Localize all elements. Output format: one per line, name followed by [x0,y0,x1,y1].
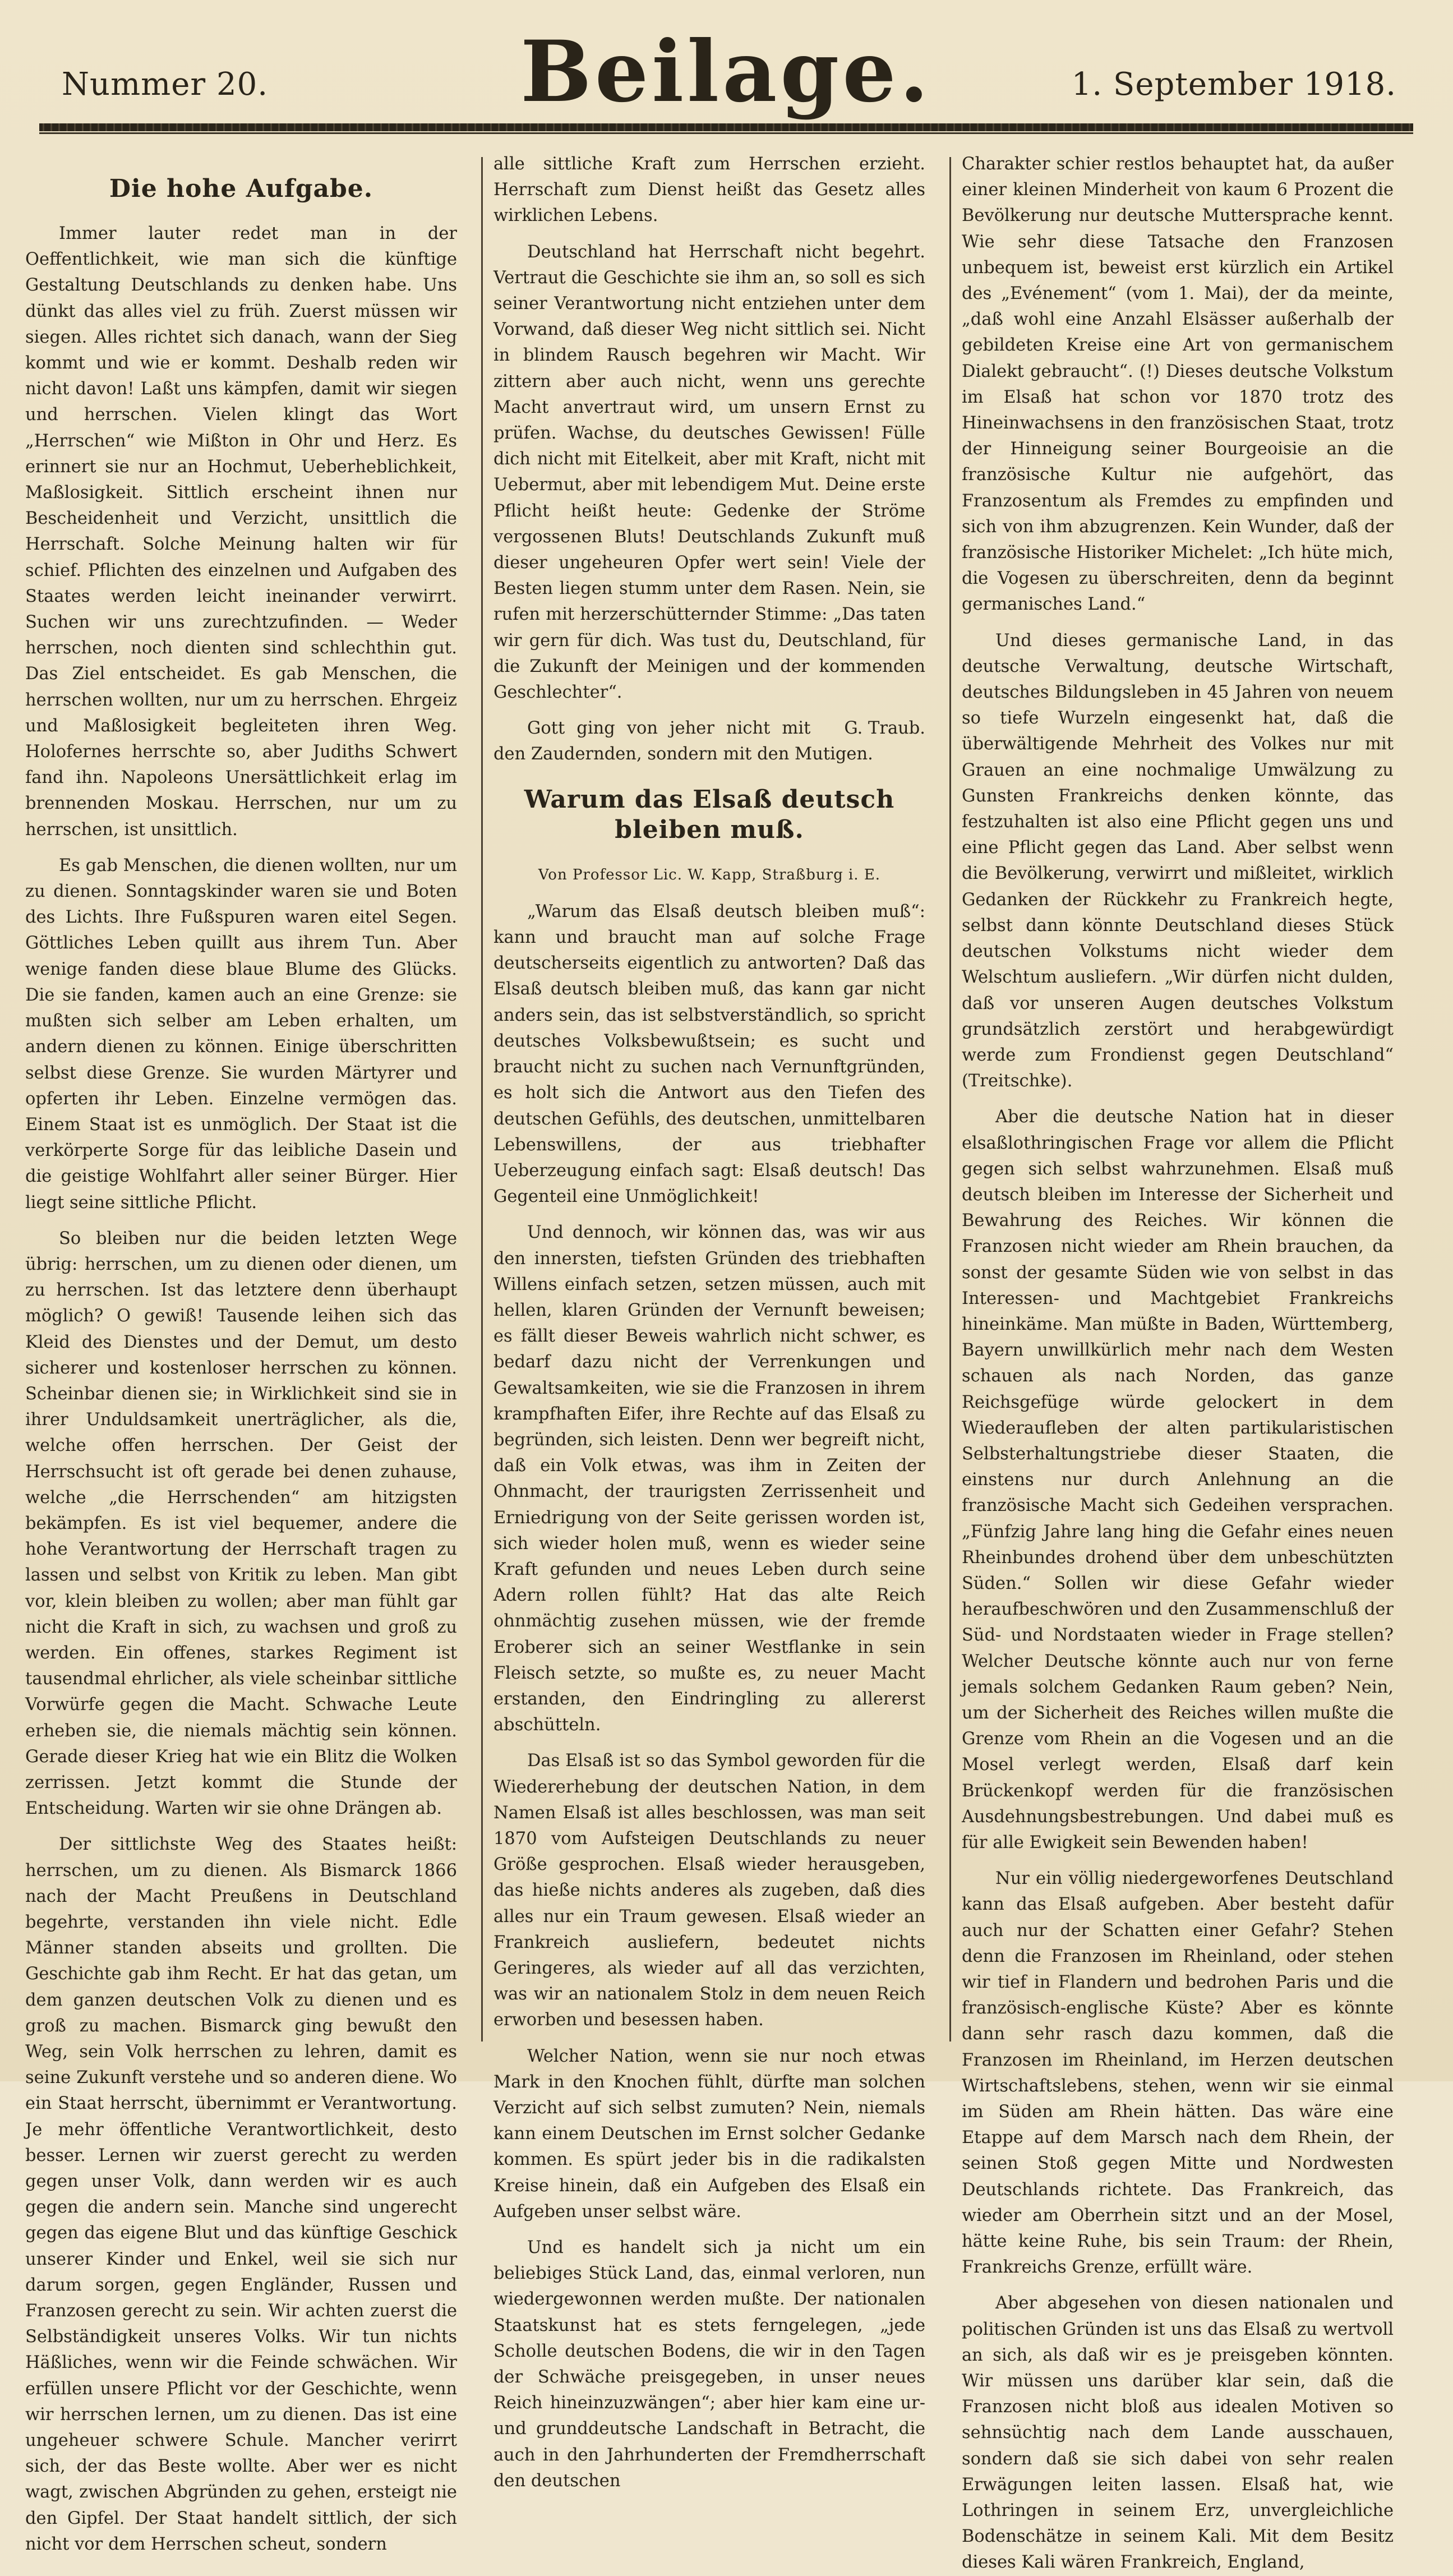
column-2 [493,151,925,2491]
paragraph: „Warum das Elsaß deutsch bleiben muß“: kann und braucht man auf solche Frage deutscherseits eigentlich zu antworten? Daß das Elsaß deutsch bleiben muß, das kann gar nicht anders sein, das ist selbstverständlich, so spricht deutsches Volksbewußtsein; es sucht und braucht nicht zu suchen nach Vernunftgründen, es holt sich die Antwort aus den Tiefen des deutschen Gefühls, des deutschen, unmittelbaren Lebenswillens, der aus triebhafter Ueberzeugung einfach sagt: Elsaß deutsch! Das Gegenteil eine Unmöglichkeit! [493,901,925,1207]
paragraph: Aber die deutsche Nation hat in dieser elsaßlothringischen Frage vor allem die Pflicht gegen sich selbst wahrzunehmen. Elsaß muß deutsch bleiben im Interesse der Sicherheit und Bewahrung des Reiches. Wir können die Franzosen nicht wieder am Rhein brauchen, da sonst der gesamte Süden wie von selbst in das Interessen- und Machtgebiet Frankreichs hineinkäme. Man müßte in Baden, Württemberg, Bayern unwillkürlich mehr nach dem Westen schauen als nach Norden, das ganze Reichsgefüge würde gelockert in dem Wiederaufleben der alten partikularistischen Selbsterhaltungstriebe dieser Staaten, die einstens nur durch Anlehnung an die französische Macht sich Gedeihen versprachen. „Fünfzig Jahre lang hing die Gefahr eines neuen Rheinbundes drohend über dem unbeschützten Süden.“ Sollen wir diese Gefahr wieder heraufbeschwören und den Zusammenschluß der Süd- und Nordstaaten wieder in Frage stellen? Welcher Deutsche könnte auch nur von ferne jemals solchem Gedanken Raum geben? Nein, um der Sicherheit des Reiches willen mußte die Grenze vom Rhein an die Vogesen und an die Mosel verlegt werden, Elsaß darf kein Brückenkopf werden für die französischen Ausdehnungsbestrebungen. Und dabei muß es für alle Ewigkeit sein Bewenden haben! [962,1107,1394,1852]
paragraph: Charakter schier restlos behauptet hat, da außer einer kleinen Minderheit von kaum 6 Prozent die Bevölkerung nur deutsche Muttersprache kennt. Wie sehr diese Tatsache den Franzosen unbequem ist, beweist erst kürzlich ein Artikel des „Evénement“ (vom 1. Mai), der da meinte, „daß wohl eine Anzahl Elsässer außerhalb der gebildeten Kreise eine Art von germanischem Dialekt gebraucht“. (!) Dieses deutsche Volkstum im Elsaß hat schon vor 1870 trotz des Hineinwachsens in den französischen Staat, trotz der Hinneigung seiner Bourgeoisie an die französische Kultur nie aufgehört, das Franzosentum als Fremdes zu empfinden und sich von ihm abzugrenzen. Kein Wunder, daß der französische Historiker Michelet: „Ich hüte mich, die Vogesen zu überschreiten, denn da beginnt germanisches Land.“ [962,154,1394,615]
paragraph: Der sittlichste Weg des Staates heißt: herrschen, um zu dienen. Als Bismarck 1866 nach der Macht Preußens in Deutschland begehrte, verstanden ihn viele nicht. Edle Männer standen abseits und grollten. Die Geschichte gab ihm Recht. Er hat das getan, um dem ganzen deutschen Volk zu dienen und es groß zu machen. Bismarck ging bewußt den Weg, sein Volk herrschen zu lehren, damit es seine Zukunft verstehe und so anderen diene. Wo ein Staat herrscht, übernimmt er Verantwortung. Je mehr öffentliche Verantwortlichkeit, desto besser. Lernen wir zuerst gerecht zu werden gegen unser Volk, dann werden wir es auch gegen die andern sein. Manche sind ungerecht gegen das eigene Blut und das künftige Geschick unserer Kinder und Enkel, weil sie sich nur darum sorgen, gegen Engländer, Russen und Franzosen gerecht zu sein. Wir achten zuerst die Selbständigkeit unseres Volks. Wir tun nichts Häßliches, wenn wir die Feinde schwächen. Wir erfüllen unsere Pflicht vor der Geschichte, wenn wir herrschen lernen, um zu dienen. Das ist eine ungeheuer schwere Schule. Mancher verirrt sich, der das Beste wollte. Aber wer es nicht wagt, zwischen Abgründen zu gehen, ersteigt nie den Gipfel. Der Staat handelt sittlich, der sich nicht vor dem Herrschen scheut, sondern [25,1835,457,2554]
article-title: Die hohe Aufgabe. [109,174,373,203]
column-1 [25,151,457,2554]
column-3 [962,151,1394,2573]
column-divider [949,157,951,2042]
paragraph: Und dieses germanische Land, in das deutsche Verwaltung, deutsche Wirtschaft, deutsches Bildungsleben in 45 Jahren von neuem so tiefe Wurzeln eingesenkt hat, daß die überwältigende Mehrheit des Volkes nur mit Grauen an eine nochmalige Umwälzung zu Gunsten Frankreichs denken könnte, das festzuhalten ist also eine Pflicht gegen uns und eine Pflicht gegen das Land. Aber selbst wenn die Bevölkerung, verwirrt und mißleitet, wirklich Gedanken der Rückkehr zu Frankreich hegte, selbst dann könnte Deutschland dieses Stück deutschen Volkstums nicht wieder dem Welschtum ausliefern. „Wir dürfen nicht dulden, daß vor unseren Augen deutsches Volkstum grundsätzlich zerstört und herabgewürdigt werde zum Frondienst gegen Deutschland“ (Treitschke). [962,630,1394,1091]
page-title: Beilage. [520,22,932,121]
paragraph: Aber abgesehen von diesen nationalen und politischen Gründen ist uns das Elsaß zu wertvoll an sich, als daß wir es je preisgeben könnten. Wir müssen uns darüber klar sein, daß die Franzosen nicht bloß aus idealen Motiven so sehnsüchtig nach dem Lande ausschauen, sondern daß sie sich dabei von sehr realen Erwägungen leiten lassen. Elsaß hat, wie Lothringen in seinem Erz, unvergleichliche Bodenschätze in seinem Kali. Mit dem Besitz dieses Kali wären Frankreich, England, [962,2293,1394,2573]
header-rule-thin [39,132,1413,134]
paragraph: Es gab Menschen, die dienen wollten, nur um zu dienen. Sonntagskinder waren sie und Boten des Lichts. Ihre Fußspuren waren eitel Segen. Göttliches Leben quillt aus ihrem Tun. Aber wenige fanden diese blaue Blume des Glücks. Die sie fanden, kamen auch an eine Grenze: sie mußten sich selber am Leben erhalten, um andern dienen zu können. Einige überschritten selbst diese Grenze. Sie wurden Märtyrer und opferten ihr Leben. Einzelne vermögen das. Einem Staat ist es unmöglich. Der Staat ist die verkörperte Sorge für das leibliche Dasein und die geistige Wohlfahrt aller seiner Bürger. Hier liegt seine sittliche Pflicht. [25,855,457,1213]
paragraph: So bleiben nur die beiden letzten Wege übrig: herrschen, um zu dienen oder dienen, um zu herrschen. Ist das letztere denn überhaupt möglich? O gewiß! Tausende leihen sich das Kleid des Dienstes und der Demut, um desto sicherer und kostenloser herrschen zu können. Scheinbar dienen sie; in Wirklichkeit sind sie in ihrer Unduldsamkeit unerträglicher, als die, welche offen herrschen. Der Geist der Herrschsucht ist oft gerade bei denen zuhause, welche „die Herrschenden“ am hitzigsten bekämpfen. Es ist viel bequemer, andere die hohe Verantwortung der Herrschaft tragen zu lassen und selbst von Kritik zu leben. Man gibt vor, klein bleiben zu wollen; aber man fühlt gar nicht die Kraft in sich, zu wachsen und groß zu werden. Ein offenes, starkes Regiment ist tausendmal ehrlicher, als viele scheinbar sittliche Vorwürfe gegen die Macht. Schwache Leute erheben sie, die niemals mächtig sein können. Gerade dieser Krieg hat wie ein Blitz die Wolken zerrissen. Jetzt kommt die Stunde der Entscheidung. Warten wir sie ohne Drängen ab. [25,1228,457,1819]
issue-number: Nummer 20. [62,66,269,103]
article-byline: Von Professor Lic. W. Kapp, Straßburg i. E. [538,866,881,883]
paragraph: Welcher Nation, wenn sie nur noch etwas Mark in den Knochen fühlt, dürfte man solchen Verzicht auf sich selbst zumuten? Nein, niemals kann einem Deutschen im Ernst solcher Gedanke kommen. Es spürt jeder bis in die radikalsten Kreise hinein, daß ein Aufgeben des Elsaß ein Aufgeben unser selbst wäre. [493,2046,925,2222]
column-divider [481,157,483,2042]
paragraph: Immer lauter redet man in der Oeffentlichkeit, wie man sich die künftige Gestaltung Deutschlands zu denken habe. Uns dünkt das alles viel zu früh. Zuerst müssen wir siegen. Alles richtet sich danach, wann der Sieg kommt und wie er kommt. Deshalb reden wir nicht davon! Laßt uns kämpfen, damit wir siegen und herrschen. Vielen klingt das Wort „Herrschen“ wie Mißton in Ohr und Herz. Es erinnert sie nur an Hochmut, Ueberheblichkeit, Maßlosigkeit. Sittlich erscheint ihnen nur Bescheidenheit und Verzicht, unsittlich die Herrschaft. Solche Meinung halten wir für schief. Pflichten des einzelnen und Aufgaben des Staates werden leicht ineinander verwirrt. Suchen wir uns zurechtzufinden. — Weder herrschen, noch dienten sind schlechthin gut. Das Ziel entscheidet. Es gab Menschen, die herrschen wollten, nur um zu herrschen. Ehrgeiz und Maßlosigkeit begleiteten ihren Weg. Holofernes herrschte so, aber Judiths Schwert fand ihn. Napoleons Unersättlichkeit erlag im brennenden Moskau. Herrschen, nur um zu herrschen, ist unsittlich. [25,224,457,840]
paragraph: Das Elsaß ist so das Symbol geworden für die Wiedererhebung der deutschen Nation, in dem Namen Elsaß ist alles beschlossen, was man seit 1870 vom Aufsteigen Deutschlands zu neuer Größe gesprochen. Elsaß wieder herausgeben, das hieße nichts anderes als zugeben, daß dies alles nur ein Traum gewesen. Elsaß wieder an Frankreich ausliefern, bedeutet nichts Geringeres, als wieder auf all das verzichten, was wir an nationalem Stolz in dem neuen Reich erworben und besessen haben. [493,1751,925,2030]
paragraph: Nur ein völlig niedergeworfenes Deutschland kann das Elsaß aufgeben. Aber besteht dafür auch nur der Schatten einer Gefahr? Stehen denn die Franzosen im Rheinland, oder stehen wir tief in Flandern und bedrohen Paris und die französisch-englische Küste? Aber es könnte dann sehr rasch dazu kommen, daß die Franzosen im Rheinland, im Herzen deutschen Wirtschaftslebens, stehen, wenn wir sie einmal im Süden am Rhein hätten. Das wäre eine Etappe auf dem Marsch nach dem Rhein, der seinen Stoß gegen Mitte und Nordwesten Deutschlands richtete. Das Frankreich, das wieder am Oberrhein sitzt und an der Mosel, hätte keine Ruhe, bis sein Traum: der Rhein, Frankreichs Grenze, erfüllt wäre. [962,1869,1394,2278]
paragraph: Deutschland hat Herrschaft nicht begehrt. Vertraut die Geschichte sie ihm an, so soll es sich seiner Verantwortung nicht entziehen unter dem Vorwand, daß dieser Weg nicht sittlich sei. Nicht in blindem Rausch begehren wir Macht. Wir zittern aber auch nicht, wenn uns gerechte Macht anvertraut wird, um unsern Ernst zu prüfen. Wachse, du deutsches Gewissen! Fülle dich nicht mit Eitelkeit, aber mit Kraft, nicht mit Uebermut, aber mit lebendigem Mut. Deine erste Pflicht heißt heute: Gedenke der Ströme vergossenen Bluts! Deutschlands Zukunft muß dieser ungeheuren Opfer wert sein! Viele der Besten liegen stumm unter dem Rasen. Nein, sie rufen mit herzerschütternder Stimme: „Das taten wir gern für dich. Was tust du, Deutschland, für die Zukunft der Meinigen und der kommenden Geschlechter“. [493,242,925,703]
author-signature: G. Traub. [844,718,925,739]
closing-text: Gott ging von jeher nicht mit den Zaudernden, sondern mit den Mutigen. [493,718,873,764]
paragraph: alle sittliche Kraft zum Herrschen erzieht. Herrschaft zum Dienst heißt das Gesetz alles wirklichen Lebens. [493,154,925,226]
header-rule [39,123,1413,131]
paragraph: Und dennoch, wir können das, was wir aus den innersten, tiefsten Gründen des triebhaften Willens einfach setzen, setzen müssen, auch mit hellen, klaren Gründen der Vernunft beweisen; es fällt dieser Beweis wahrlich nicht schwer, es bedarf dazu nicht der Verrenkungen und Gewaltsamkeiten, wie sie die Franzosen in ihrem krampfhaften Eifer, ihre Rechte auf das Elsaß zu begründen, sich leisten. Denn wer begreift nicht, daß ein Volk etwas, was ihm in Zeiten der Ohnmacht, der traurigsten Zerrissenheit und Erniedrigung von der Seite gerissen worden ist, sich wieder holen muß, wenn es wieder seine Kraft gefunden und neues Leben durch seine Adern rollen fühlt? Hat das alte Reich ohnmächtig zusehen müssen, wie der fremde Eroberer sich an seiner Westflanke in sein Fleisch setzte, so mußte es, zu neuer Macht erstanden, den Eindringling zu allererst abschütteln. [493,1223,925,1735]
article-title: Warum das Elsaß deutsch bleiben muß. [524,785,895,844]
closing-line [493,716,925,767]
issue-date: 1. September 1918. [1071,66,1396,103]
paragraph: Und es handelt sich ja nicht um ein beliebiges Stück Land, das, einmal verloren, nun wiedergewonnen werden mußte. Der nationalen Staatskunst hat es stets ferngelegen, „jede Scholle deutschen Bodens, die wir in den Tagen der Schwäche preisgegeben, in unser neues Reich hineinzuzwängen“; aber hier kam eine ur- und grunddeutsche Landschaft in Betracht, die auch in den Jahrhunderten der Fremdherrschaft den deutschen [493,2238,925,2491]
masthead [39,22,1413,121]
